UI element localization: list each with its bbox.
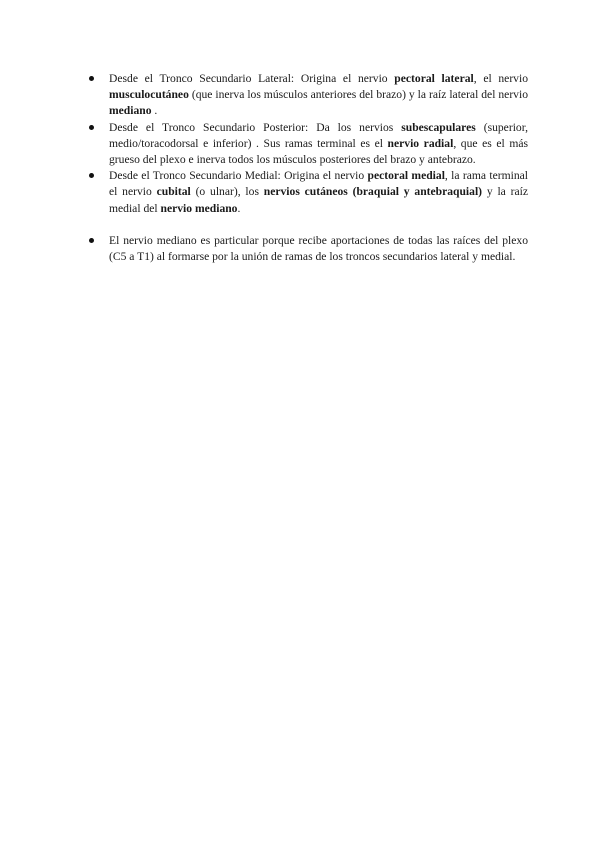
text-run: . [151,104,158,118]
text-run: , el nervio [473,72,528,85]
bold-term: subescapulares [401,120,476,134]
nerve-origin-list [88,71,528,217]
text-run: Desde el Tronco Secundario Medial: Origina el nervio [109,169,368,183]
list-item-medial [88,168,528,217]
bold-term: pectoral medial [367,169,445,183]
bold-term: cubital [156,185,191,199]
text-run: (o ulnar), los [190,185,264,199]
bold-term: nervio mediano [160,201,238,215]
bold-term: pectoral lateral [394,72,474,85]
text-run: (superior, medio/toracodorsal e inferior) . Sus ramas terminal es el [109,120,529,150]
text-run: , que es el más grueso del plexo e inerva todos los músculos posteriores del brazo y antebrazo. [109,136,528,167]
list-item-lateral [88,71,528,120]
document-body [88,71,528,265]
text-run: , la rama terminal el nervio [109,169,529,199]
text-run: . [237,201,241,215]
text-run: Desde el Tronco Secundario Posterior: Da los nervios [109,120,402,134]
bold-term: nervios cutáneos (braquial y antebraquial) [263,185,483,199]
list-item-note [88,233,528,265]
bold-term: musculocutáneo [109,88,189,102]
bullet-icon [89,125,94,130]
bullet-icon [89,238,94,243]
text-run: Desde el Tronco Secundario Lateral: Origina el nervio [109,72,395,85]
spacer [88,217,528,233]
bullet-icon [89,173,94,178]
text-run: y la raíz medial del [109,185,528,215]
bullet-icon [89,76,94,81]
bold-term: nervio radial [387,136,454,150]
text-run: (que inerva los músculos anteriores del brazo) y la raíz lateral del nervio [188,88,528,102]
list-item-posterior [88,120,528,169]
note-list [88,233,528,265]
text-run: El nervio mediano es particular porque recibe aportaciones de todas las raíces del plexo (C5 a T1) al formarse por la unión de ramas de los troncos secundarios lateral y medial. [109,233,528,264]
bold-term: mediano [109,104,152,118]
